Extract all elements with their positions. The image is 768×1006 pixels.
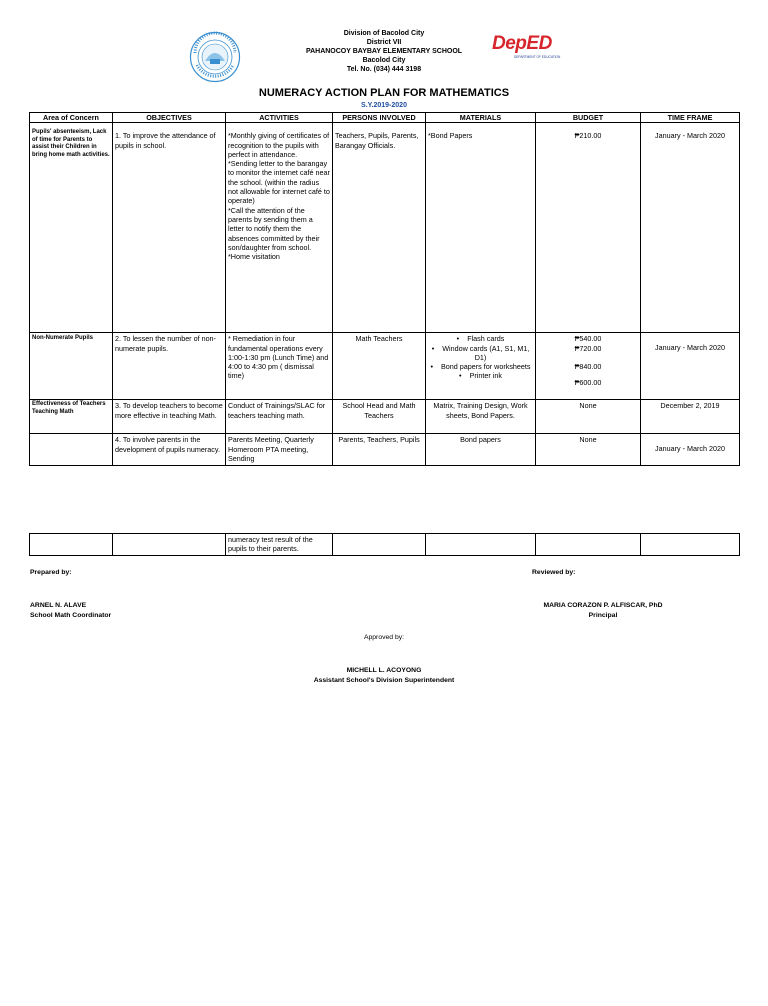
column-header: ACTIVITIES bbox=[226, 113, 333, 123]
prepared-by-label: Prepared by: bbox=[30, 569, 72, 576]
column-header: BUDGET bbox=[536, 113, 641, 123]
activities-cell: Parents Meeting, Quarterly Homeroom PTA meeting, Sending bbox=[226, 434, 333, 466]
column-header: TIME FRAME bbox=[641, 113, 740, 123]
activity-item: *Call the attention of the parents by sending them a letter to notify them the absences committed by their son/daughter from school. bbox=[228, 205, 320, 252]
budget-cell: None bbox=[536, 400, 641, 434]
activities-cell: Conduct of Trainings/SLAC for teachers teaching math. bbox=[226, 400, 333, 434]
approved-by-label: Approved by: bbox=[363, 634, 405, 641]
table-cell bbox=[113, 534, 226, 556]
table-cell bbox=[30, 534, 113, 556]
school-year: S.Y.2019-2020 bbox=[361, 102, 407, 109]
budget-item: ₱600.00 bbox=[574, 378, 602, 388]
persons-involved-cell: School Head and Math Teachers bbox=[333, 400, 426, 434]
area-of-concern-cell: Effectiveness of Teachers Teaching Math bbox=[30, 400, 113, 434]
objective-cell: 3. To develop teachers to become more effective in teaching Math. bbox=[113, 400, 226, 434]
table-row bbox=[30, 400, 740, 434]
budget-cell bbox=[536, 333, 641, 400]
table-row bbox=[30, 333, 740, 400]
table-cell bbox=[536, 534, 641, 556]
table-header-row bbox=[30, 113, 740, 123]
material-item: • Bond papers for worksheets bbox=[428, 362, 533, 371]
column-header: OBJECTIVES bbox=[113, 113, 226, 123]
page-title: NUMERACY ACTION PLAN FOR MATHEMATICS bbox=[258, 87, 510, 99]
reviewed-by-title: Principal bbox=[588, 612, 618, 619]
time-frame-cell: January - March 2020 bbox=[641, 434, 740, 466]
column-header: MATERIALS bbox=[426, 113, 536, 123]
activity-item: *Home visitation bbox=[228, 252, 280, 262]
column-header: PERSONS INVOLVED bbox=[333, 113, 426, 123]
activities-cell: * Remediation in four fundamental operations every 1:00-1:30 pm (Lunch Time) and 4:00 to 4:30 pm ( dismissal time) bbox=[226, 333, 333, 400]
table-cell bbox=[426, 534, 536, 556]
reviewed-by-label: Reviewed by: bbox=[532, 569, 576, 576]
time-frame-cell: December 2, 2019 bbox=[641, 400, 740, 434]
materials-cell: Bond papers bbox=[426, 434, 536, 466]
budget-cell: ₱210.00 bbox=[536, 123, 641, 333]
material-item: • Window cards (A1, S1, M1, D1) bbox=[428, 344, 533, 363]
time-frame-cell: January - March 2020 bbox=[641, 123, 740, 333]
material-item: • Printer ink bbox=[428, 371, 533, 380]
budget-cell: None bbox=[536, 434, 641, 466]
prepared-by-title: School Math Coordinator bbox=[30, 612, 112, 619]
division-name: Division of Bacolod City bbox=[343, 30, 425, 37]
approved-by-name: MICHELL L. ACOYONG bbox=[346, 667, 422, 674]
budget-item: ₱720.00 bbox=[574, 343, 602, 353]
objective-cell: 4. To involve parents in the development of pupils numeracy. bbox=[113, 434, 226, 466]
deped-logo bbox=[492, 33, 562, 63]
activities-cell bbox=[226, 123, 333, 333]
column-header: Area of Concern bbox=[30, 113, 113, 123]
area-of-concern-cell: Pupils' absenteeism, Lack of time for Parents to assist their Children in bring home math activities. bbox=[30, 123, 113, 333]
approved-by-title: Assistant School's Division Superintendent bbox=[313, 677, 455, 684]
reviewed-by-name: MARIA CORAZON P. ALFISCAR, PhD bbox=[543, 602, 663, 609]
action-plan-table bbox=[29, 112, 740, 466]
table-cell bbox=[641, 534, 740, 556]
objective-cell: 2. To lessen the number of non-numerate pupils. bbox=[113, 333, 226, 400]
materials-cell: Matrix, Training Design, Work sheets, Bond Papers. bbox=[426, 400, 536, 434]
materials-cell bbox=[426, 333, 536, 400]
persons-involved-cell: Math Teachers bbox=[333, 333, 426, 400]
time-frame-cell: January - March 2020 bbox=[641, 333, 740, 400]
activity-item: *Monthly giving of certificates of recognition to the pupils with perfect in attendance. bbox=[228, 131, 330, 159]
deped-logo-text: DepED bbox=[492, 33, 552, 54]
material-item: • Flash cards bbox=[428, 334, 533, 343]
area-of-concern-cell: Non-Numerate Pupils bbox=[30, 333, 113, 400]
table-row bbox=[30, 534, 740, 556]
budget-item: ₱540.00 bbox=[574, 334, 602, 344]
prepared-by-name: ARNEL N. ALAVE bbox=[30, 602, 87, 609]
telephone-number: Tel. No. (034) 444 3198 bbox=[346, 66, 422, 73]
persons-involved-cell: Teachers, Pupils, Parents, Barangay Officials. bbox=[333, 123, 426, 333]
table-row bbox=[30, 123, 740, 333]
budget-item: ₱840.00 bbox=[574, 361, 602, 371]
continuation-table bbox=[29, 533, 740, 556]
school-name: PAHANOCOY BAYBAY ELEMENTARY SCHOOL bbox=[305, 48, 463, 55]
activity-item: *Sending letter to the barangay to monitor the internet café near the school. (within the radius not allowable for internet café to operate) bbox=[228, 159, 330, 206]
area-of-concern-cell bbox=[30, 434, 113, 466]
city-name: Bacolod City bbox=[362, 57, 406, 64]
table-cell bbox=[333, 534, 426, 556]
materials-cell: *Bond Papers bbox=[426, 123, 536, 333]
persons-involved-cell: Parents, Teachers, Pupils bbox=[333, 434, 426, 466]
table-row bbox=[30, 434, 740, 466]
activities-cell: numeracy test result of the pupils to their parents. bbox=[226, 534, 333, 556]
objective-cell: 1. To improve the attendance of pupils in school. bbox=[113, 123, 226, 333]
district-name: District VII bbox=[366, 39, 402, 46]
deped-logo-caption: DEPARTMENT OF EDUCATION bbox=[514, 55, 561, 59]
